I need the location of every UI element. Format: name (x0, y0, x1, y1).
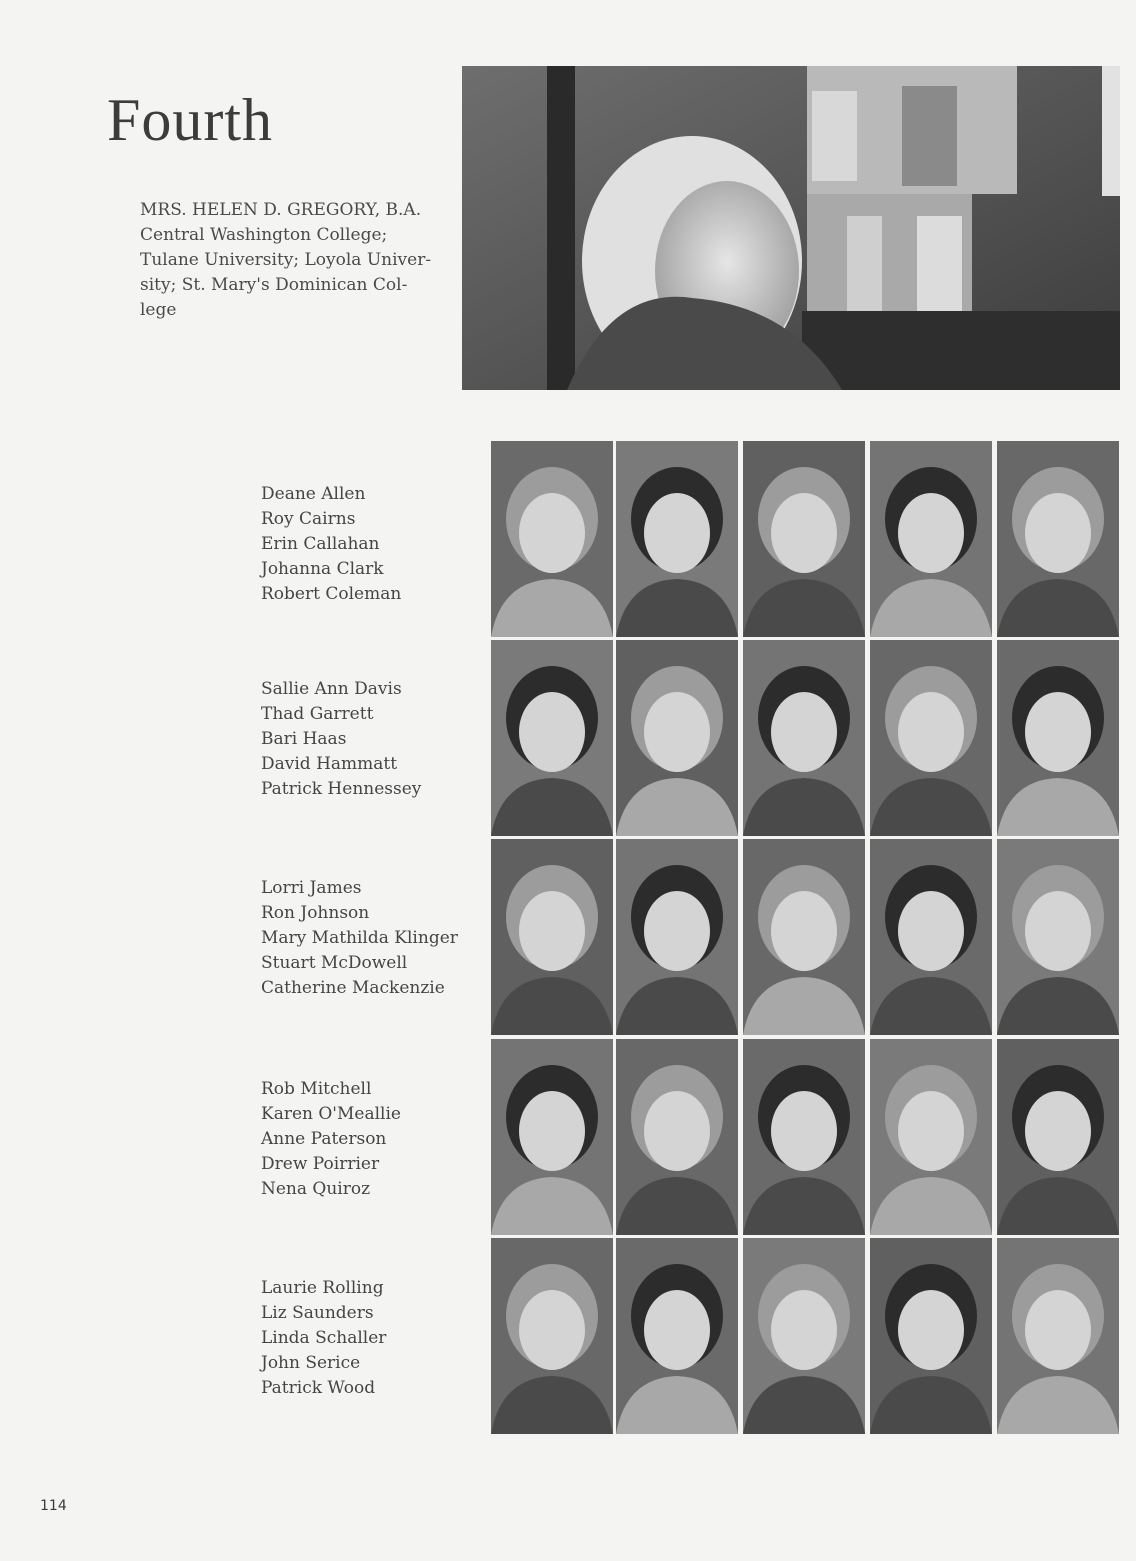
page-number: 114 (40, 1498, 67, 1514)
teacher-caption-line: Tulane University; Loyola Univer- (140, 250, 432, 270)
student-photo (743, 1039, 865, 1235)
student-name: Rob Mitchell (261, 1079, 372, 1099)
student-photo (997, 1039, 1119, 1235)
student-photo (870, 839, 992, 1035)
student-photo (616, 1039, 738, 1235)
student-name: Lorri James (261, 878, 362, 898)
teacher-caption-line: Central Washington College; (140, 225, 388, 245)
student-name: Deane Allen (261, 484, 366, 504)
student-photo (743, 441, 865, 637)
student-name: Laurie Rolling (261, 1278, 384, 1298)
student-photo (616, 640, 738, 836)
student-photo (870, 441, 992, 637)
student-names-row-5 (261, 1276, 491, 1401)
student-photo (997, 1238, 1119, 1434)
teacher-photo (462, 66, 1120, 390)
student-name: Ron Johnson (261, 903, 370, 923)
student-photo (616, 1238, 738, 1434)
student-names-row-2 (261, 677, 491, 802)
student-photo (491, 1039, 613, 1235)
student-name: Johanna Clark (261, 559, 384, 579)
teacher-caption-line: sity; St. Mary's Dominican Col- (140, 275, 408, 295)
student-photo (491, 839, 613, 1035)
student-photo (491, 1238, 613, 1434)
student-name: Sallie Ann Davis (261, 679, 402, 699)
student-photo (870, 640, 992, 836)
student-photo (743, 1238, 865, 1434)
student-name: Robert Coleman (261, 584, 402, 604)
student-photo (870, 1039, 992, 1235)
student-photo (997, 441, 1119, 637)
student-name: Patrick Hennessey (261, 779, 422, 799)
student-name: Nena Quiroz (261, 1179, 371, 1199)
student-photo (616, 839, 738, 1035)
student-photo (997, 640, 1119, 836)
student-name: Stuart McDowell (261, 953, 408, 973)
student-photo (491, 640, 613, 836)
student-names-row-1 (261, 482, 491, 607)
student-photo (743, 640, 865, 836)
student-name: Linda Schaller (261, 1328, 387, 1348)
student-name: Patrick Wood (261, 1378, 376, 1398)
student-name: Catherine Mackenzie (261, 978, 445, 998)
teacher-caption-line: MRS. HELEN D. GREGORY, B.A. (140, 200, 422, 220)
student-name: Liz Saunders (261, 1303, 374, 1323)
student-name: John Serice (261, 1353, 361, 1373)
teacher-photo-image (462, 66, 1120, 390)
student-name: Erin Callahan (261, 534, 380, 554)
student-name: Mary Mathilda Klinger (261, 928, 458, 948)
student-name: Karen O'Meallie (261, 1104, 401, 1124)
student-name: Roy Cairns (261, 509, 356, 529)
teacher-caption-line: lege (140, 300, 177, 320)
student-names-row-3 (261, 876, 491, 1001)
student-photo (743, 839, 865, 1035)
student-name: David Hammatt (261, 754, 398, 774)
student-name: Drew Poirrier (261, 1154, 380, 1174)
student-photo (870, 1238, 992, 1434)
student-photo (997, 839, 1119, 1035)
student-names-row-4 (261, 1077, 491, 1202)
page-title: Fourth (107, 87, 274, 153)
student-photo (616, 441, 738, 637)
teacher-caption (140, 198, 460, 323)
student-photo (491, 441, 613, 637)
student-name: Anne Paterson (261, 1129, 387, 1149)
student-name: Bari Haas (261, 729, 347, 749)
student-name: Thad Garrett (261, 704, 374, 724)
